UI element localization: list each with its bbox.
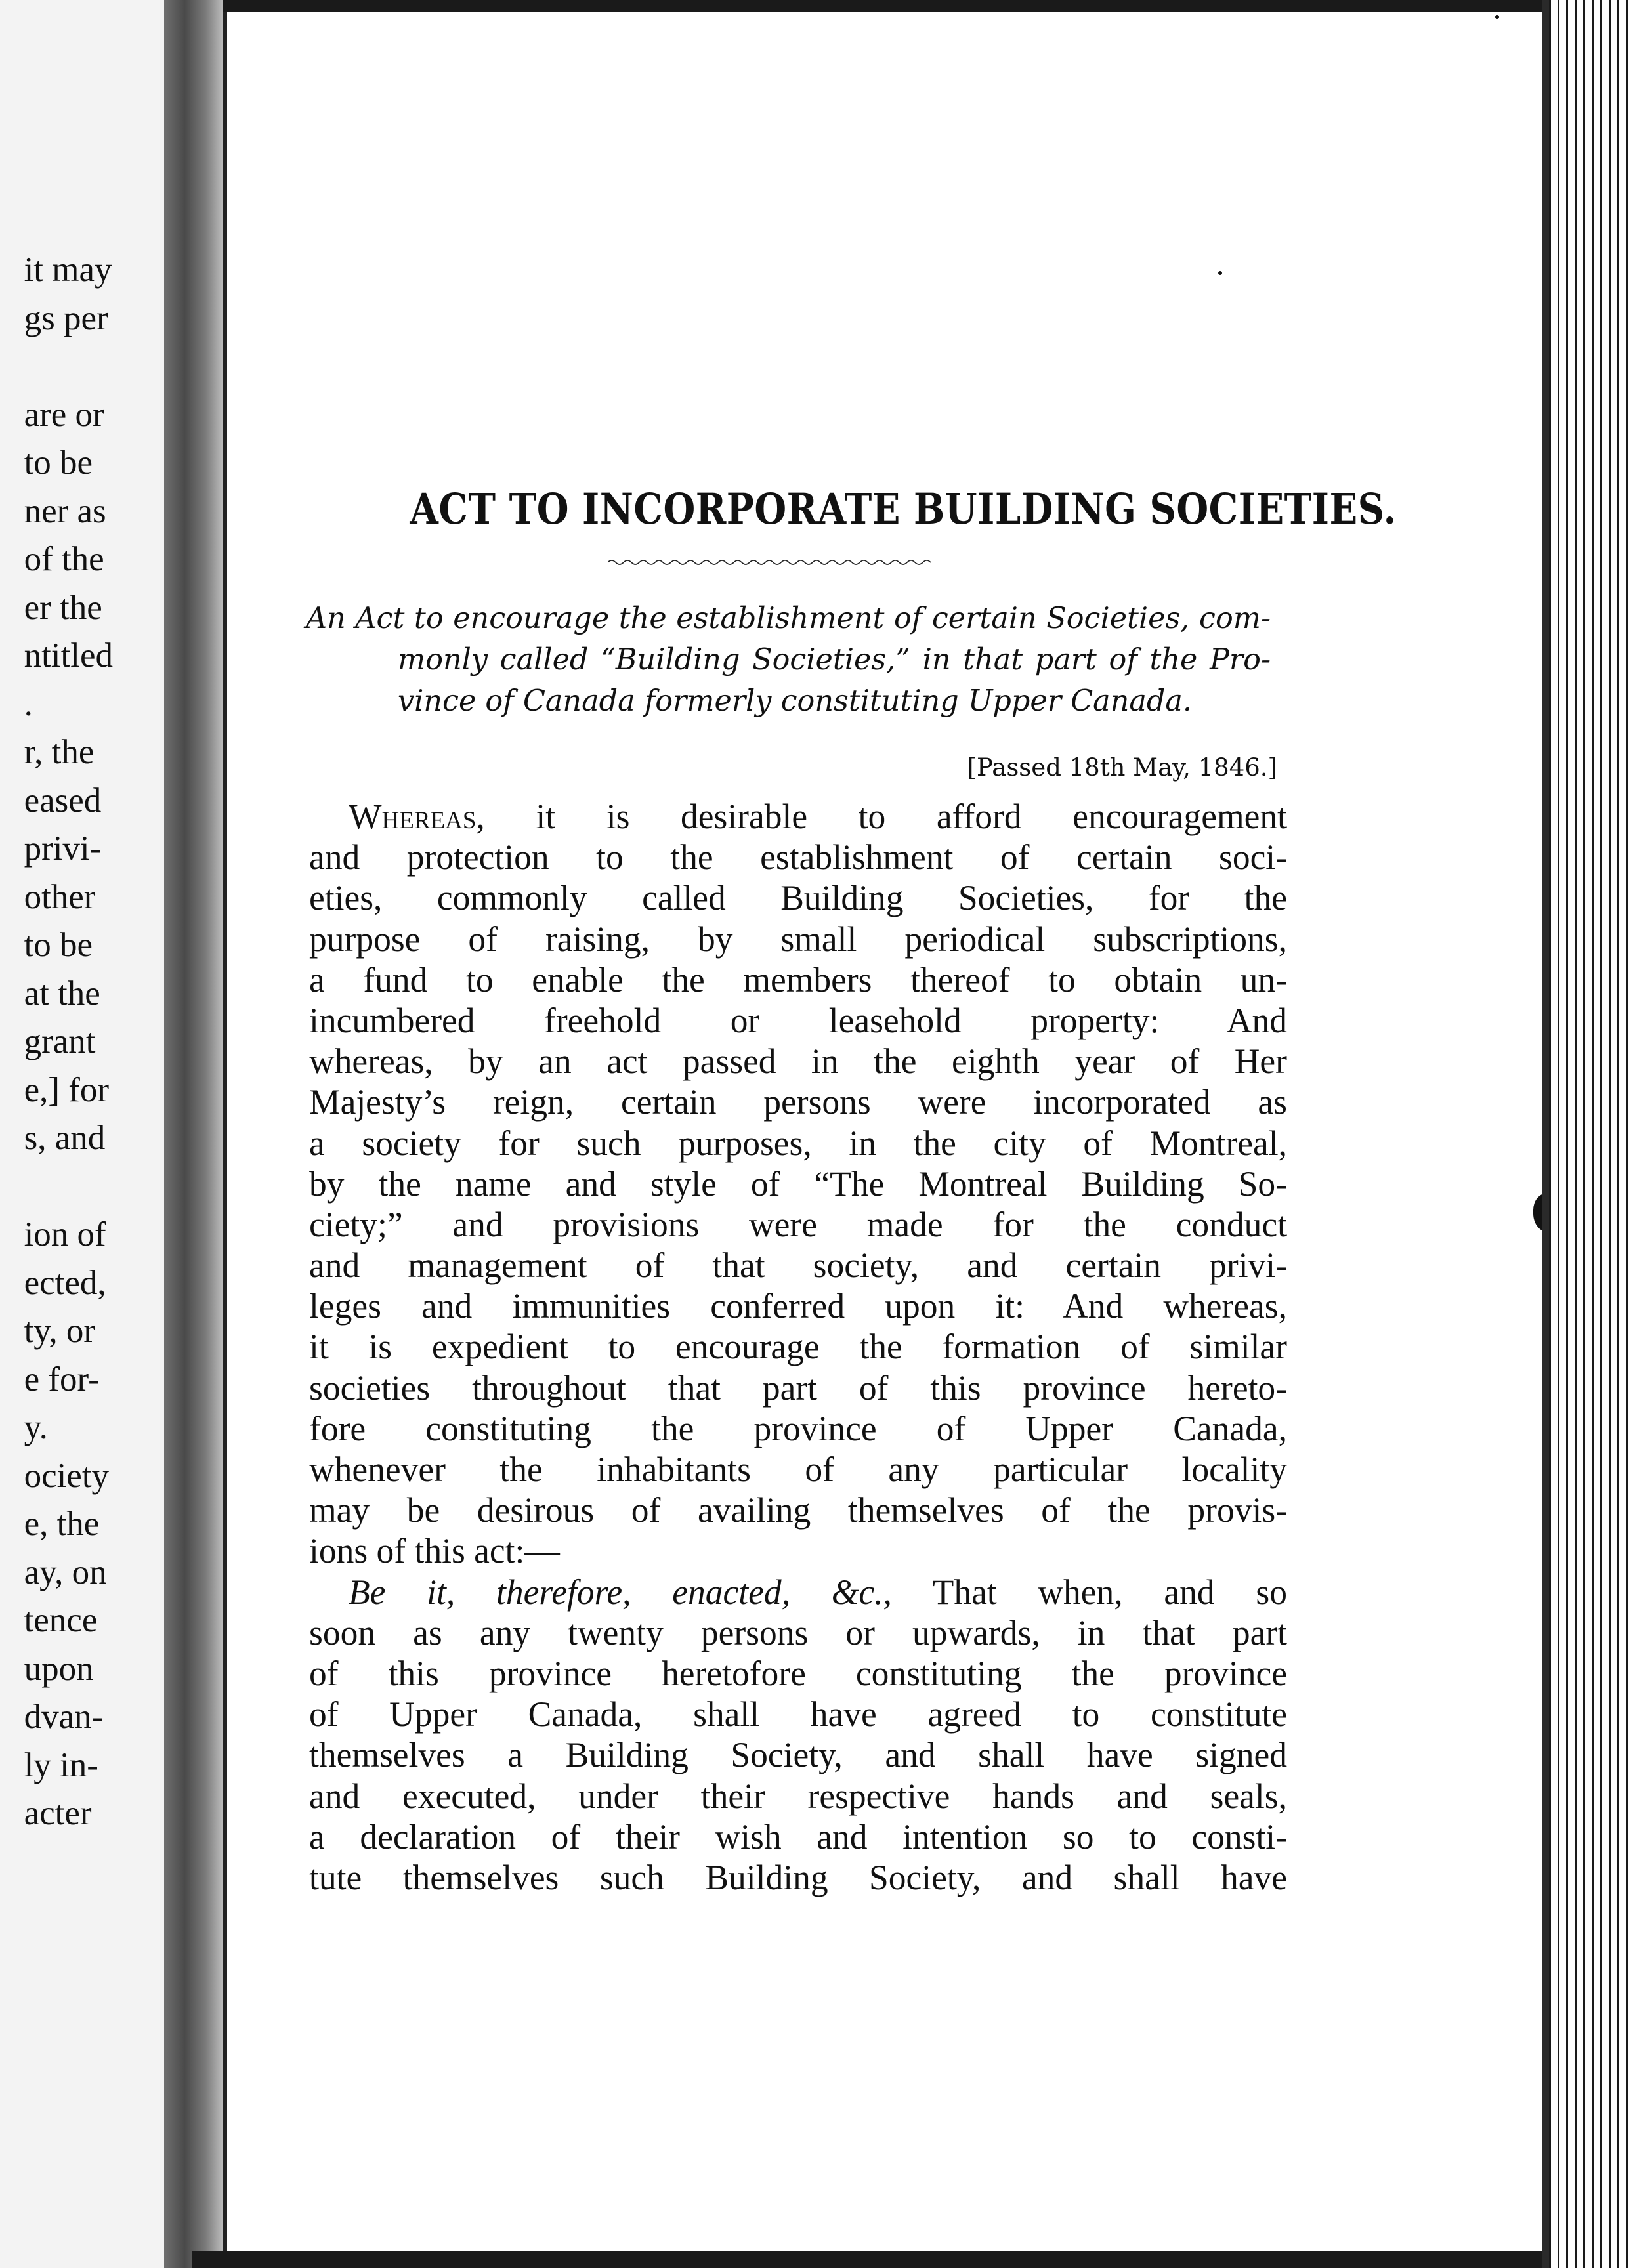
text-line: it is expedient to encourage the formation of similar [309,1327,1287,1367]
act-description-line: monly called “Building Societies,” in that part of the Pro- [398,643,1271,677]
text-line: whereas, by an act passed in the eighth year of Her [309,1041,1287,1082]
text-line: ions of this act:— [309,1531,560,1571]
text-line: and executed, under their respective hands and seals, [309,1776,1287,1816]
previous-page-line: r, the [24,733,95,771]
text-line: soon as any twenty persons or upwards, in that part [309,1612,1287,1652]
previous-page-line: other [24,877,96,916]
text-line: incumbered freehold or leasehold property: And [309,1000,1287,1040]
previous-page-line: e,] for [24,1070,110,1109]
text-line: themselves a Building Society, and shall have signed [309,1735,1287,1775]
previous-page-text [24,246,113,1838]
previous-page-line: eased [24,781,102,820]
previous-page-line: ntitled [24,637,113,675]
previous-page-line: it may [24,251,112,289]
text-line: Be it, therefore, enacted, &c., That when, and so [349,1572,1287,1612]
text-line: purpose of raising, by small periodical subscriptions, [309,919,1287,959]
title-ornamental-rule [608,558,936,566]
previous-page-line: ner as [24,492,106,530]
previous-page-line: tence [24,1601,98,1639]
page-title: ACT TO INCORPORATE BUILDING SOCIETIES. [410,484,1397,534]
text-line: fore constituting the province of Upper Canada, [309,1408,1287,1448]
previous-page-line: ion of [24,1215,106,1253]
previous-page-line: ected, [24,1263,106,1302]
text-line: may be desirous of availing themselves of the provis- [309,1490,1287,1530]
previous-page-line: grant [24,1022,96,1060]
previous-page-line: ly in- [24,1746,98,1784]
text-line: ciety;” and provisions were made for the conduct [309,1204,1287,1244]
previous-page-line: are or [24,395,104,434]
scan-border-bottom [192,2251,1633,2268]
previous-page-line: e, the [24,1505,100,1543]
enacting-clause: Be it, therefore, enacted, &c., [349,1572,892,1612]
text-line: Majesty’s reign, certain persons were incorporated as [309,1082,1287,1122]
book-gutter [164,0,223,2268]
text-line: a society for such purposes, in the city of Montreal, [309,1123,1287,1163]
previous-page-line: . [24,684,33,723]
previous-page-line: privi- [24,830,102,868]
previous-page-line: ty, or [24,1312,95,1350]
text-line: and protection to the establishment of certain soci- [309,837,1287,877]
previous-page-line: ay, on [24,1553,107,1591]
previous-page-line: e for- [24,1360,100,1398]
previous-page-line: to be [24,444,93,482]
previous-page-line: acter [24,1794,92,1832]
previous-page-line: at the [24,974,100,1013]
page-edge-right [1542,0,1549,2268]
whereas-lead: Whereas [349,797,477,836]
scan-speck [1495,15,1499,19]
previous-page-line: er the [24,588,102,627]
previous-page-line: ociety [24,1456,110,1495]
act-body [309,796,1287,1898]
document-page [227,12,1542,2251]
text-line: of Upper Canada, shall have agreed to constitute [309,1694,1287,1734]
text-line: leges and immunities conferred upon it: And whereas, [309,1286,1287,1326]
previous-page-line [24,343,113,391]
text-line: whenever the inhabitants of any particular locality [309,1450,1287,1489]
previous-page-line: s, and [24,1119,106,1157]
previous-page-line: upon [24,1649,94,1688]
scan-border-top [223,0,1542,12]
text-line: a declaration of their wish and intention so to consti- [309,1816,1287,1857]
act-description-line: vince of Canada formerly constituting Upper Canada. [398,684,1193,718]
text-line: tute themselves such Building Society, and shall have [309,1857,1287,1897]
text-line: and management of that society, and certain privi- [309,1246,1287,1286]
previous-page-line: dvan- [24,1698,104,1736]
page-stack-edge [1542,0,1633,2268]
text-line: eties, commonly called Building Societies, for the [309,878,1287,918]
previous-page-line: to be [24,926,93,964]
previous-page-line: y. [24,1408,48,1446]
text-line: by the name and style of “The Montreal Building So- [309,1164,1287,1204]
previous-page [0,0,192,2268]
act-description [306,598,1487,722]
text-line: Whereas, it is desirable to afford encouragement [349,797,1287,836]
previous-page-line: gs per [24,299,108,337]
act-description-line: An Act to encourage the establishment of certain Societies, com- [306,602,1271,635]
text-line: of this province heretofore constituting the province [309,1653,1287,1693]
passed-date: [Passed 18th May, 1846.] [967,753,1277,782]
text-line: societies throughout that part of this province hereto- [309,1368,1287,1408]
previous-page-line: of the [24,540,104,578]
previous-page-line [24,1163,113,1211]
scan-speck [1218,271,1222,275]
text-line: a fund to enable the members thereof to obtain un- [309,959,1287,999]
